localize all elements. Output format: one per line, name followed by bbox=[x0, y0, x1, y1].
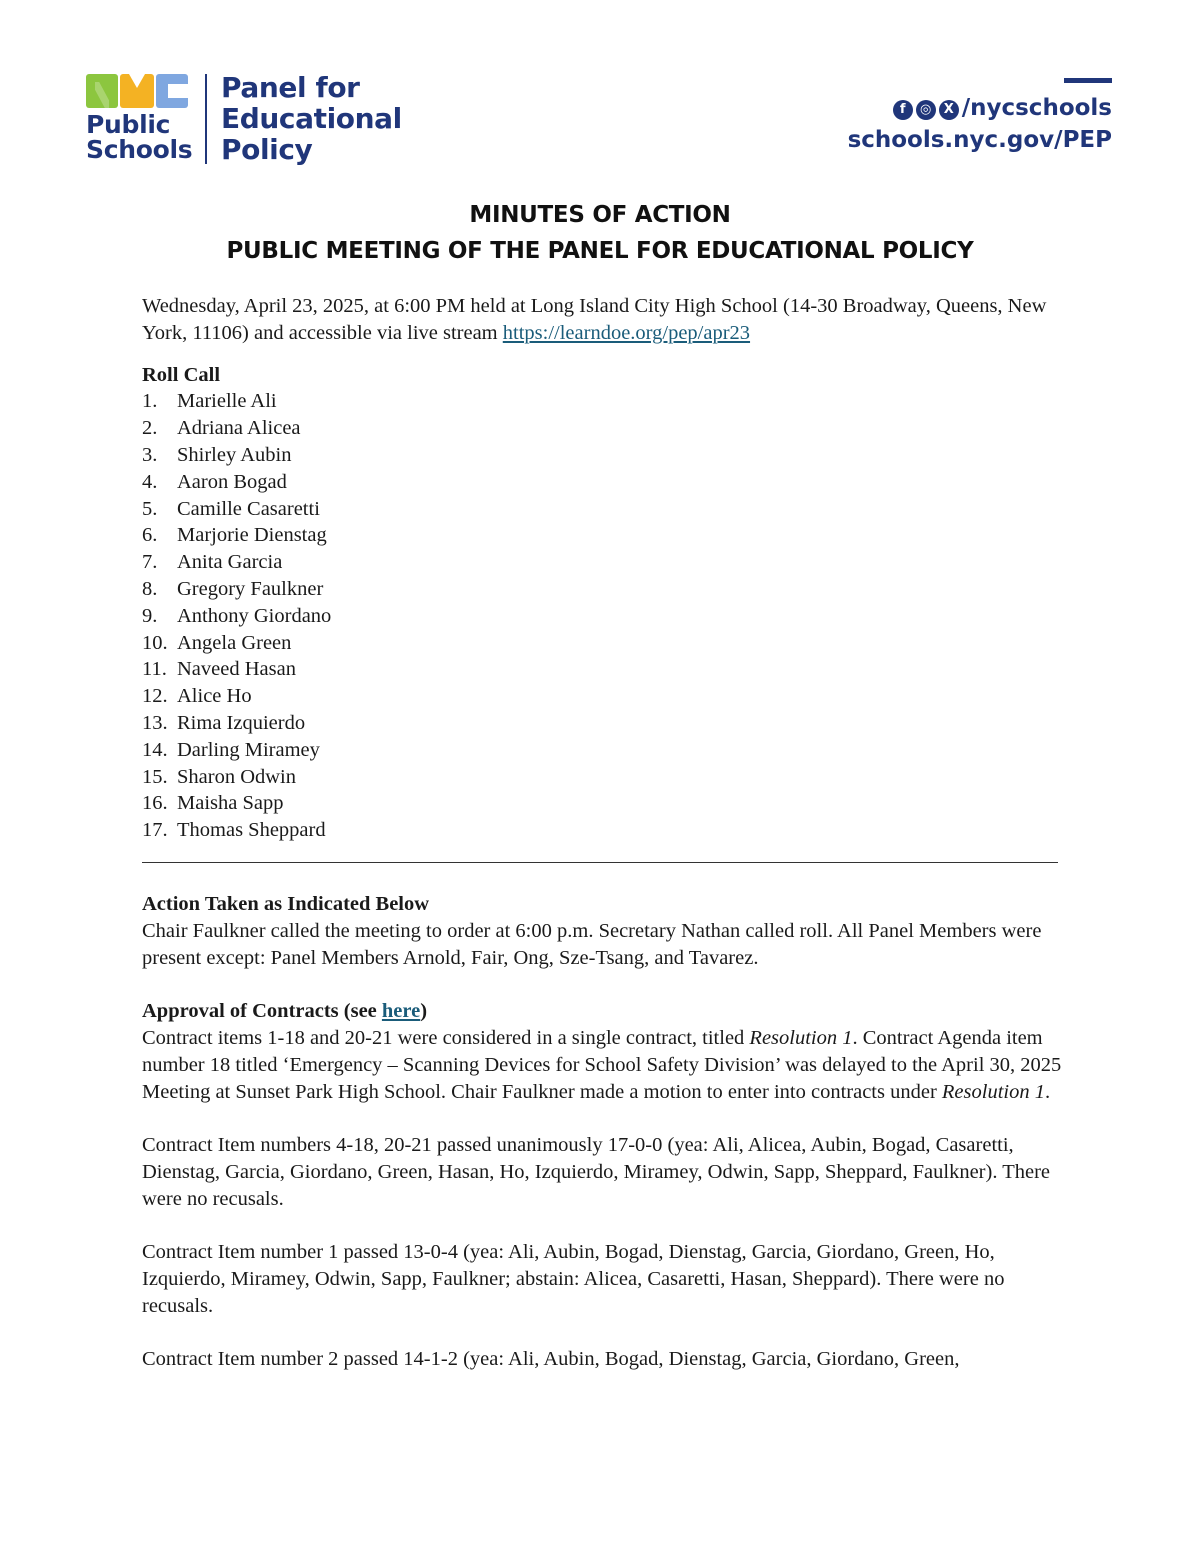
resolution-name: Resolution 1 bbox=[941, 1080, 1045, 1103]
contracts-text: . Contract Agenda item number 18 titled ‘Emergency – Scanning Devices for School Safety Division’ was delayed to the April 30, 2025 Meeting at Sunset Park High School. Chair Faulkner made a motion to enter into contracts under bbox=[142, 1026, 1062, 1103]
list-number: 4. bbox=[142, 470, 158, 493]
social-handle-line[interactable] bbox=[893, 94, 1112, 122]
member-name: Marielle Ali bbox=[177, 390, 277, 413]
logo-word-schools: Schools bbox=[86, 135, 193, 164]
instagram-icon[interactable]: ◎ bbox=[916, 100, 936, 120]
contracts-heading-close: ) bbox=[420, 1000, 428, 1023]
member-name: Rima Izquierdo bbox=[177, 711, 306, 734]
list-item bbox=[142, 415, 1062, 442]
list-item bbox=[142, 469, 1062, 496]
member-name: Anthony Giordano bbox=[177, 604, 332, 627]
list-number: 6. bbox=[142, 524, 158, 547]
document-body bbox=[142, 293, 1062, 1373]
social-handle: /nycschools bbox=[961, 95, 1112, 121]
member-name: Angela Green bbox=[177, 631, 292, 654]
list-item bbox=[142, 603, 1062, 630]
list-item bbox=[142, 496, 1062, 523]
list-number: 14. bbox=[142, 738, 168, 761]
list-number: 2. bbox=[142, 417, 158, 440]
logo-word-public: Public bbox=[86, 110, 171, 139]
list-item bbox=[142, 790, 1062, 817]
list-item bbox=[142, 442, 1062, 469]
member-name: Anita Garcia bbox=[177, 551, 283, 574]
list-number: 11. bbox=[142, 658, 167, 681]
list-number: 1. bbox=[142, 390, 158, 413]
x-icon[interactable]: X bbox=[939, 100, 959, 120]
panel-title bbox=[221, 72, 402, 165]
action-heading: Action Taken as Indicated Below bbox=[142, 892, 430, 915]
list-item bbox=[142, 630, 1062, 657]
roll-call-heading: Roll Call bbox=[142, 363, 221, 386]
list-item bbox=[142, 549, 1062, 576]
panel-title-line: Educational bbox=[221, 102, 402, 135]
logo-divider bbox=[205, 74, 207, 164]
list-number: 10. bbox=[142, 631, 168, 654]
intro-paragraph bbox=[142, 293, 1062, 347]
section-divider bbox=[142, 844, 1058, 863]
list-item bbox=[142, 737, 1062, 764]
panel-title-line: Policy bbox=[221, 133, 313, 166]
member-name: Darling Miramey bbox=[177, 738, 320, 761]
resolution-name: Resolution 1 bbox=[749, 1026, 853, 1049]
member-name: Maisha Sapp bbox=[177, 792, 284, 815]
member-name: Alice Ho bbox=[177, 685, 252, 708]
member-name: Adriana Alicea bbox=[177, 417, 301, 440]
contracts-heading bbox=[142, 998, 1062, 1025]
list-number: 13. bbox=[142, 711, 168, 734]
contracts-here-link[interactable]: here bbox=[381, 1000, 421, 1023]
member-name: Aaron Bogad bbox=[177, 470, 287, 493]
title-line-2: PUBLIC MEETING OF THE PANEL FOR EDUCATIONAL POLICY bbox=[226, 238, 974, 264]
list-number: 16. bbox=[142, 792, 168, 815]
list-item bbox=[142, 522, 1062, 549]
list-item bbox=[142, 710, 1062, 737]
list-item bbox=[142, 576, 1062, 603]
member-name: Shirley Aubin bbox=[177, 443, 292, 466]
list-number: 5. bbox=[142, 497, 158, 520]
nyc-letter-y bbox=[120, 74, 154, 108]
facebook-icon[interactable]: f bbox=[893, 100, 913, 120]
list-item bbox=[142, 683, 1062, 710]
member-name: Camille Casaretti bbox=[177, 497, 320, 520]
contracts-paragraph-3: Contract Item number 1 passed 13-0-4 (yea: Ali, Aubin, Bogad, Dienstag, Garcia, Giordano, Green, Ho, Izquierdo, Miramey, Odwin, Sapp, Faulkner; abstain: Alicea, Casaretti, Hasan, Sheppard). There were no recusals. bbox=[142, 1241, 1005, 1317]
list-number: 12. bbox=[142, 685, 168, 708]
member-name: Naveed Hasan bbox=[177, 658, 296, 681]
member-name: Gregory Faulkner bbox=[177, 577, 324, 600]
contracts-paragraph-4: Contract Item number 2 passed 14-1-2 (yea: Ali, Aubin, Bogad, Dienstag, Garcia, Giordano, Green, bbox=[142, 1348, 960, 1371]
list-item bbox=[142, 817, 1062, 844]
panel-title-line: Panel for bbox=[221, 71, 360, 104]
list-number: 8. bbox=[142, 577, 158, 600]
nyc-letter-n bbox=[86, 74, 118, 108]
nyc-public-schools-logo[interactable] bbox=[86, 72, 406, 172]
social-accent-bar bbox=[1064, 78, 1112, 83]
roll-call-list bbox=[142, 388, 1062, 844]
nyc-letter-c bbox=[156, 74, 188, 108]
action-paragraph: Chair Faulkner called the meeting to order at 6:00 p.m. Secretary Nathan called roll. All Panel Members were present except: Panel Members Arnold, Fair, Ong, Sze-Tsang, and Tavarez. bbox=[142, 919, 1042, 969]
nyc-logo-mark bbox=[86, 74, 190, 110]
list-number: 17. bbox=[142, 819, 168, 842]
contracts-paragraph-1 bbox=[142, 1025, 1062, 1105]
live-stream-link[interactable]: https://learndoe.org/pep/apr23 bbox=[502, 321, 751, 344]
list-number: 9. bbox=[142, 604, 158, 627]
member-name: Marjorie Dienstag bbox=[177, 524, 327, 547]
member-name: Sharon Odwin bbox=[177, 765, 297, 788]
pep-website-link[interactable]: schools.nyc.gov/PEP bbox=[847, 127, 1112, 153]
document-title bbox=[0, 197, 1200, 269]
title-line-1: MINUTES OF ACTION bbox=[469, 202, 731, 228]
contracts-text: Contract items 1-18 and 20-21 were considered in a single contract, titled bbox=[142, 1026, 750, 1049]
member-name: Thomas Sheppard bbox=[177, 819, 326, 842]
contracts-heading-text: Approval of Contracts (see bbox=[142, 1000, 382, 1023]
list-item bbox=[142, 656, 1062, 683]
intro-text: Wednesday, April 23, 2025, at 6:00 PM held at Long Island City High School (14-30 Broadway, Queens, New York, 11106) and accessible via live stream bbox=[142, 295, 1047, 344]
contracts-text: . bbox=[1044, 1080, 1051, 1103]
contracts-paragraph-2: Contract Item numbers 4-18, 20-21 passed unanimously 17-0-0 (yea: Ali, Alicea, Aubin, Bogad, Casaretti, Dienstag, Garcia, Giordano, Green, Hasan, Ho, Izquierdo, Miramey, Odwin, Sapp, Sheppard, Faulkner). There were no recusals. bbox=[142, 1134, 1050, 1210]
list-item bbox=[142, 764, 1062, 791]
list-number: 7. bbox=[142, 551, 158, 574]
list-item bbox=[142, 388, 1062, 415]
list-number: 3. bbox=[142, 443, 158, 466]
list-number: 15. bbox=[142, 765, 168, 788]
